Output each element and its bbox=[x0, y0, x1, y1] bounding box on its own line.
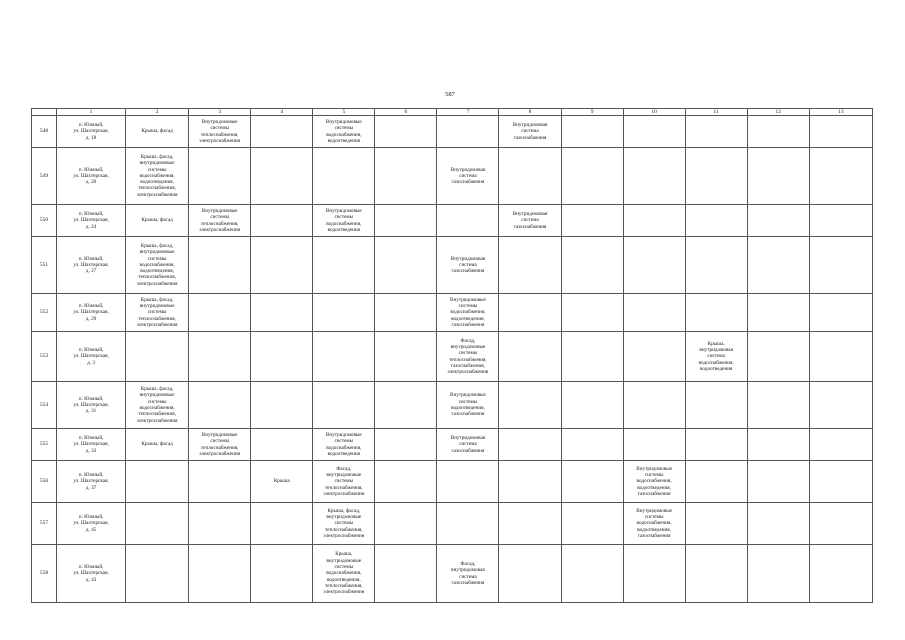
work-cell-col11 bbox=[685, 237, 747, 294]
work-cell-col2: Крыша, фасад bbox=[126, 205, 189, 237]
work-cell-col3: Внутридомовые системы теплоснабжения, электроснабжения bbox=[189, 205, 251, 237]
work-cell-col12 bbox=[747, 545, 809, 603]
work-cell-col6 bbox=[375, 545, 437, 603]
work-cell-col12 bbox=[747, 382, 809, 429]
work-cell-col10: Внутридомовые системы водоснабжения, водоотведения, газоснабжения bbox=[623, 503, 685, 545]
work-cell-col5: Внутридомовые системы водоснабжения, водоотведения bbox=[313, 205, 375, 237]
work-cell-col10 bbox=[623, 116, 685, 148]
work-cell-col13 bbox=[809, 461, 872, 503]
work-cell-col4 bbox=[251, 148, 313, 205]
work-cell-col7: Внутридомовые системы водоснабжения, водоотведения, газоснабжения bbox=[437, 294, 499, 332]
work-cell-col3: Внутридомовые системы теплоснабжения, электроснабжения bbox=[189, 116, 251, 148]
work-cell-col10 bbox=[623, 332, 685, 382]
work-cell-col10 bbox=[623, 382, 685, 429]
address-cell: п. Южный, ул. Шахтерская, д. 45 bbox=[57, 503, 126, 545]
row-number-cell: 556 bbox=[32, 461, 57, 503]
row-number-cell: 558 bbox=[32, 545, 57, 603]
work-cell-col10 bbox=[623, 429, 685, 461]
work-cell-col10: Внутридомовые системы водоснабжения, водоотведения, газоснабжения bbox=[623, 461, 685, 503]
row-number-cell: 555 bbox=[32, 429, 57, 461]
work-cell-col7: Внутридомовая система газоснабжения bbox=[437, 237, 499, 294]
work-cell-col3 bbox=[189, 503, 251, 545]
work-cell-col4: Крыша bbox=[251, 461, 313, 503]
column-header-2: 2 bbox=[126, 109, 189, 116]
work-cell-col8 bbox=[499, 148, 561, 205]
work-cell-col9 bbox=[561, 205, 623, 237]
table-row bbox=[32, 237, 873, 294]
work-cell-col10 bbox=[623, 237, 685, 294]
table-row bbox=[32, 294, 873, 332]
work-cell-col11 bbox=[685, 294, 747, 332]
work-cell-col11 bbox=[685, 545, 747, 603]
column-header-9: 9 bbox=[561, 109, 623, 116]
column-header-0 bbox=[32, 109, 57, 116]
column-header-10: 10 bbox=[623, 109, 685, 116]
row-number-cell: 550 bbox=[32, 205, 57, 237]
column-header-6: 6 bbox=[375, 109, 437, 116]
work-cell-col9 bbox=[561, 116, 623, 148]
address-cell: п. Южный, ул. Шахтерская, д. 20 bbox=[57, 148, 126, 205]
header-row bbox=[32, 109, 873, 116]
work-cell-col3 bbox=[189, 382, 251, 429]
work-cell-col13 bbox=[809, 205, 872, 237]
table-row bbox=[32, 545, 873, 603]
work-cell-col8 bbox=[499, 545, 561, 603]
address-cell: п. Южный, ул. Шахтерская, д. 37 bbox=[57, 461, 126, 503]
work-cell-col4 bbox=[251, 294, 313, 332]
work-cell-col6 bbox=[375, 205, 437, 237]
work-cell-col7: Внутридомовые системы водоотведения, газоснабжения bbox=[437, 382, 499, 429]
work-cell-col13 bbox=[809, 545, 872, 603]
work-cell-col9 bbox=[561, 382, 623, 429]
table-body bbox=[32, 116, 873, 603]
work-cell-col9 bbox=[561, 503, 623, 545]
work-cell-col10 bbox=[623, 148, 685, 205]
work-cell-col13 bbox=[809, 382, 872, 429]
table-row bbox=[32, 116, 873, 148]
work-cell-col13 bbox=[809, 332, 872, 382]
work-cell-col6 bbox=[375, 503, 437, 545]
work-cell-col11: Крыша, внутридомовая система водоснабжения, водоотведения bbox=[685, 332, 747, 382]
work-cell-col4 bbox=[251, 332, 313, 382]
row-number-cell: 552 bbox=[32, 294, 57, 332]
work-cell-col13 bbox=[809, 429, 872, 461]
work-cell-col3 bbox=[189, 461, 251, 503]
work-cell-col9 bbox=[561, 545, 623, 603]
work-cell-col8 bbox=[499, 382, 561, 429]
work-cell-col6 bbox=[375, 429, 437, 461]
work-cell-col7 bbox=[437, 205, 499, 237]
address-cell: п. Южный, ул. Шахтерская, д. 33 bbox=[57, 429, 126, 461]
work-cell-col9 bbox=[561, 294, 623, 332]
work-cell-col8 bbox=[499, 429, 561, 461]
work-cell-col6 bbox=[375, 382, 437, 429]
address-cell: п. Южный, ул. Шахтерская, д. 29 bbox=[57, 294, 126, 332]
work-cell-col4 bbox=[251, 429, 313, 461]
work-cell-col6 bbox=[375, 294, 437, 332]
row-number-cell: 557 bbox=[32, 503, 57, 545]
work-cell-col7: Внутридомовая система газоснабжения bbox=[437, 429, 499, 461]
work-cell-col3 bbox=[189, 332, 251, 382]
work-cell-col4 bbox=[251, 237, 313, 294]
work-cell-col9 bbox=[561, 237, 623, 294]
column-header-8: 8 bbox=[499, 109, 561, 116]
row-number-cell: 554 bbox=[32, 382, 57, 429]
address-cell: п. Южный, ул. Шахтерская, д. 3 bbox=[57, 332, 126, 382]
column-header-13: 13 bbox=[809, 109, 872, 116]
work-cell-col13 bbox=[809, 503, 872, 545]
work-cell-col4 bbox=[251, 503, 313, 545]
work-cell-col5 bbox=[313, 148, 375, 205]
work-cell-col6 bbox=[375, 148, 437, 205]
work-cell-col7: Внутридомовая система газоснабжения bbox=[437, 148, 499, 205]
work-cell-col11 bbox=[685, 461, 747, 503]
work-cell-col11 bbox=[685, 503, 747, 545]
work-cell-col11 bbox=[685, 116, 747, 148]
work-cell-col8 bbox=[499, 294, 561, 332]
work-cell-col12 bbox=[747, 205, 809, 237]
work-cell-col2 bbox=[126, 461, 189, 503]
work-cell-col2 bbox=[126, 545, 189, 603]
work-cell-col5: Внутридомовые системы водоснабжения, водоотведения bbox=[313, 116, 375, 148]
column-header-1: 1 bbox=[57, 109, 126, 116]
work-cell-col11 bbox=[685, 429, 747, 461]
work-cell-col5 bbox=[313, 237, 375, 294]
work-cell-col12 bbox=[747, 503, 809, 545]
row-number-cell: 548 bbox=[32, 116, 57, 148]
work-cell-col9 bbox=[561, 429, 623, 461]
work-cell-col4 bbox=[251, 545, 313, 603]
work-cell-col7: Фасад, внутридомовая система газоснабжения bbox=[437, 545, 499, 603]
work-cell-col5 bbox=[313, 382, 375, 429]
work-cell-col2 bbox=[126, 503, 189, 545]
work-cell-col3 bbox=[189, 237, 251, 294]
work-cell-col12 bbox=[747, 237, 809, 294]
repair-schedule-table bbox=[31, 108, 873, 603]
address-cell: п. Южный, ул. Шахтерская, д. 27 bbox=[57, 237, 126, 294]
work-cell-col8 bbox=[499, 461, 561, 503]
work-cell-col8: Внутридомовая система газоснабжения bbox=[499, 205, 561, 237]
address-cell: п. Южный, ул. Шахтерская, д. 24 bbox=[57, 205, 126, 237]
table-row bbox=[32, 148, 873, 205]
work-cell-col9 bbox=[561, 461, 623, 503]
table-row bbox=[32, 205, 873, 237]
address-cell: п. Южный, ул. Шахтерская, д. 31 bbox=[57, 382, 126, 429]
work-cell-col2: Крыша, фасад, внутридомовые системы водоснабжения, водоотведения, теплоснабжения, электроснабжения bbox=[126, 148, 189, 205]
work-cell-col11 bbox=[685, 382, 747, 429]
work-cell-col4 bbox=[251, 205, 313, 237]
work-cell-col6 bbox=[375, 116, 437, 148]
work-cell-col2: Крыша, фасад, внутридомовые системы водоснабжения, водоотведения, теплоснабжения, электроснабжения bbox=[126, 237, 189, 294]
work-cell-col6 bbox=[375, 332, 437, 382]
row-number-cell: 549 bbox=[32, 148, 57, 205]
work-cell-col13 bbox=[809, 294, 872, 332]
column-header-11: 11 bbox=[685, 109, 747, 116]
work-cell-col8 bbox=[499, 237, 561, 294]
work-cell-col13 bbox=[809, 116, 872, 148]
work-cell-col3 bbox=[189, 148, 251, 205]
table-row bbox=[32, 382, 873, 429]
work-cell-col3 bbox=[189, 294, 251, 332]
work-cell-col12 bbox=[747, 116, 809, 148]
table-row bbox=[32, 429, 873, 461]
work-cell-col7 bbox=[437, 503, 499, 545]
work-cell-col7 bbox=[437, 461, 499, 503]
work-cell-col8: Внутридомовая система газоснабжения bbox=[499, 116, 561, 148]
work-cell-col5: Крыша, внутридомовые системы водоснабжения, водоотведения, теплоснабжения, электроснабжения bbox=[313, 545, 375, 603]
column-header-4: 4 bbox=[251, 109, 313, 116]
work-cell-col12 bbox=[747, 429, 809, 461]
work-cell-col2: Крыша, фасад, внутридомовые системы водоснабжения, теплоснабжения, электроснабжения bbox=[126, 382, 189, 429]
work-cell-col2: Крыша, фасад bbox=[126, 429, 189, 461]
table-row bbox=[32, 503, 873, 545]
table-row bbox=[32, 461, 873, 503]
work-cell-col4 bbox=[251, 382, 313, 429]
work-cell-col12 bbox=[747, 461, 809, 503]
work-cell-col5: Фасад, внутридомовые системы теплоснабжения, электроснабжения bbox=[313, 461, 375, 503]
work-cell-col8 bbox=[499, 332, 561, 382]
work-cell-col9 bbox=[561, 332, 623, 382]
work-cell-col10 bbox=[623, 205, 685, 237]
work-cell-col5: Крыша, фасад, внутридомовые системы теплоснабжения, электроснабжения bbox=[313, 503, 375, 545]
work-cell-col2: Крыша, фасад, внутридомовые системы теплоснабжения, электроснабжения bbox=[126, 294, 189, 332]
work-cell-col3: Внутридомовые системы теплоснабжения, электроснабжения bbox=[189, 429, 251, 461]
work-cell-col12 bbox=[747, 148, 809, 205]
work-cell-col11 bbox=[685, 205, 747, 237]
work-cell-col10 bbox=[623, 545, 685, 603]
work-cell-col2: Крыша, фасад bbox=[126, 116, 189, 148]
row-number-cell: 553 bbox=[32, 332, 57, 382]
work-cell-col13 bbox=[809, 237, 872, 294]
address-cell: п. Южный, ул. Шахтерская, д. 43 bbox=[57, 545, 126, 603]
row-number-cell: 551 bbox=[32, 237, 57, 294]
work-cell-col10 bbox=[623, 294, 685, 332]
work-cell-col5 bbox=[313, 294, 375, 332]
work-cell-col2 bbox=[126, 332, 189, 382]
work-cell-col12 bbox=[747, 332, 809, 382]
work-cell-col9 bbox=[561, 148, 623, 205]
work-cell-col7 bbox=[437, 116, 499, 148]
table-row bbox=[32, 332, 873, 382]
work-cell-col6 bbox=[375, 461, 437, 503]
work-cell-col5: Внутридомовые системы водоснабжения, водоотведения bbox=[313, 429, 375, 461]
column-header-7: 7 bbox=[437, 109, 499, 116]
work-cell-col13 bbox=[809, 148, 872, 205]
column-header-3: 3 bbox=[189, 109, 251, 116]
column-header-12: 12 bbox=[747, 109, 809, 116]
work-cell-col6 bbox=[375, 237, 437, 294]
work-cell-col5 bbox=[313, 332, 375, 382]
work-cell-col8 bbox=[499, 503, 561, 545]
address-cell: п. Южный, ул. Шахтерская, д. 18 bbox=[57, 116, 126, 148]
work-cell-col4 bbox=[251, 116, 313, 148]
work-cell-col12 bbox=[747, 294, 809, 332]
work-cell-col11 bbox=[685, 148, 747, 205]
page-number: 587 bbox=[445, 91, 455, 98]
work-cell-col7: Фасад, внутридомовые системы теплоснабжения, газоснабжения, электроснабжения bbox=[437, 332, 499, 382]
work-cell-col3 bbox=[189, 545, 251, 603]
column-header-5: 5 bbox=[313, 109, 375, 116]
